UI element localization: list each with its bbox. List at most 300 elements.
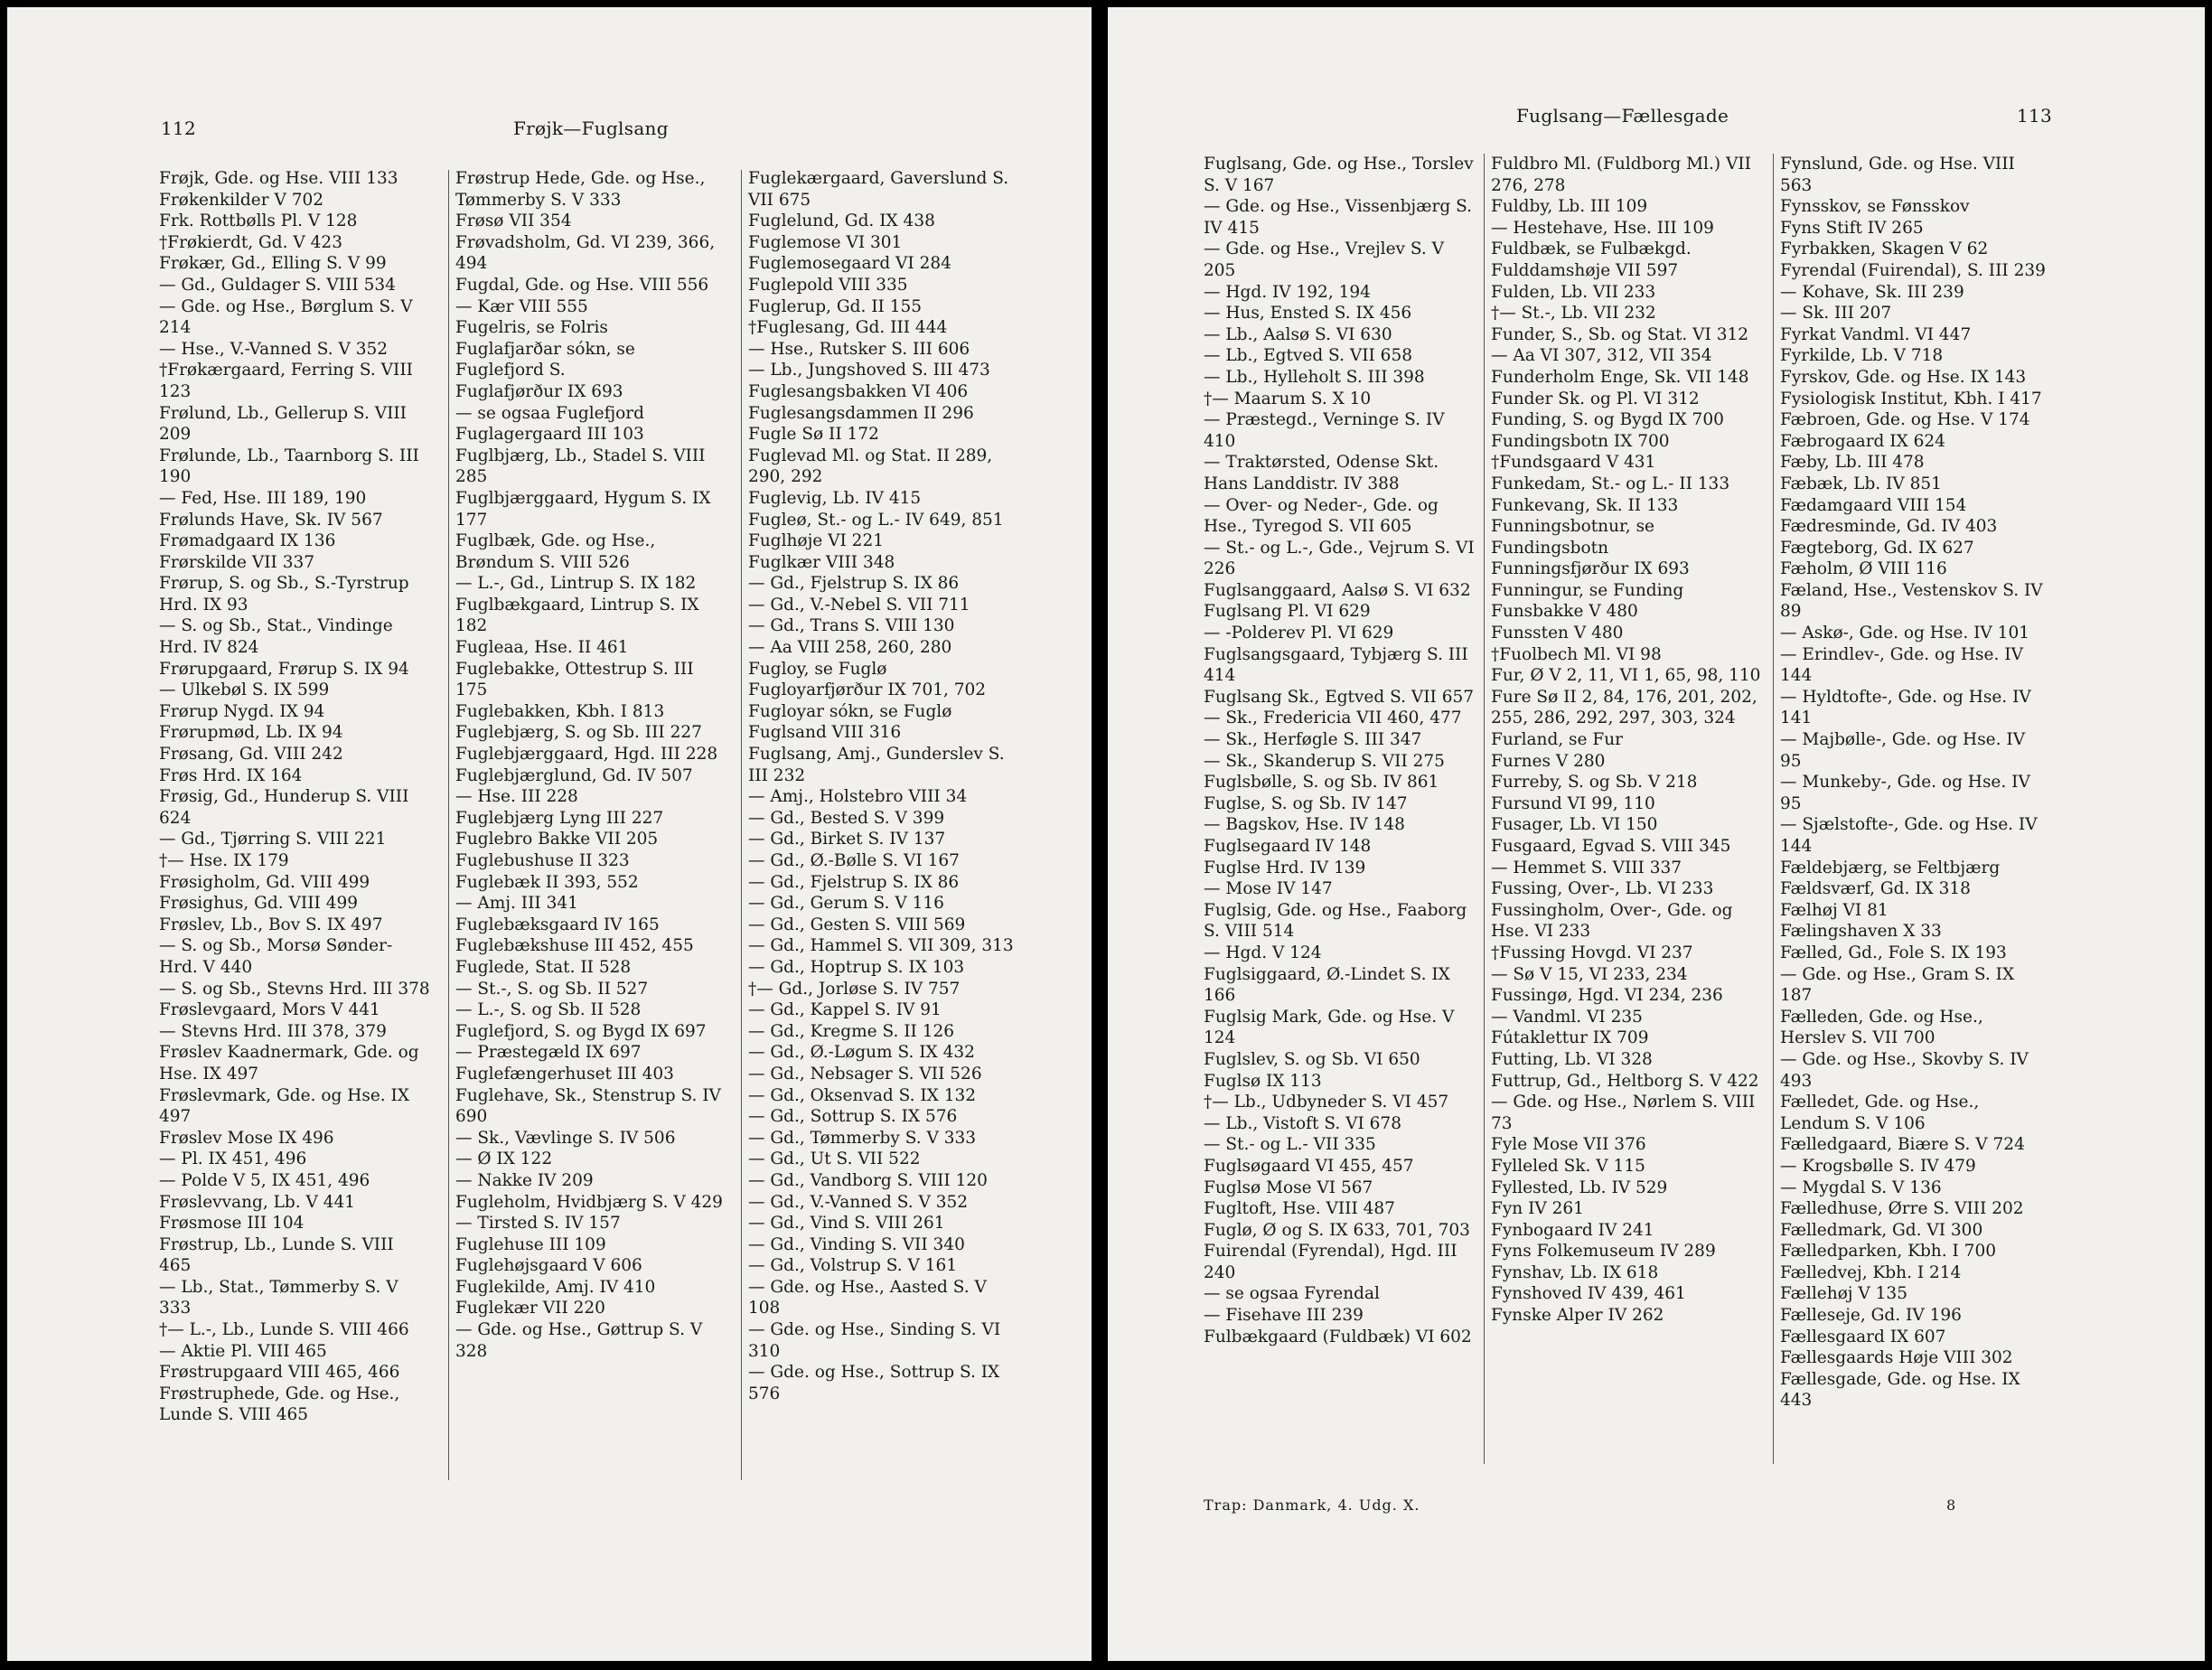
index-entry: — Lb., Stat., Tømmerby S. V 333: [159, 1277, 398, 1318]
index-entry: Fæland, Hse., Vestenskov S. IV 89: [1780, 580, 2043, 622]
index-entry: — L.-, Gd., Lintrup S. IX 182: [455, 574, 697, 594]
index-entry: Fynske Alper IV 262: [1491, 1306, 1664, 1326]
index-entry: Frøstrupgaard VIII 465, 466: [159, 1363, 400, 1383]
column-rule: [448, 170, 449, 1480]
index-entry: Furnes V 280: [1491, 751, 1606, 771]
index-entry: Fællesgaard IX 607: [1780, 1327, 1946, 1346]
index-entry: Fynshav, Lb. IX 618: [1491, 1262, 1659, 1282]
index-entry: †Fuglesang, Gd. III 444: [748, 318, 948, 338]
index-entry: Frøsang, Gd. VIII 242: [159, 745, 343, 765]
index-entry: Fugltoft, Hse. VIII 487: [1204, 1199, 1395, 1219]
index-entry: Fuglebjærg, S. og Sb. III 227: [455, 723, 702, 743]
index-entry: Fuglebjærggaard, Hgd. III 228: [455, 745, 718, 765]
index-entry: Frøstrup, Lb., Lunde S. VIII 465: [159, 1234, 394, 1276]
index-entry: Frørup, S. og Sb., S.-Tyrstrup Hrd. IX 93: [159, 574, 409, 615]
index-entry: Fulbækgaard (Fuldbæk) VI 602: [1204, 1327, 1472, 1346]
left-page: [7, 7, 1092, 1661]
index-entry: — Hgd. V 124: [1204, 943, 1322, 962]
index-entry: Fuglepold VIII 335: [748, 275, 908, 295]
index-entry: Fuglede, Stat. II 528: [455, 957, 632, 977]
index-entry: — Lb., Vistoft S. VI 678: [1204, 1113, 1401, 1133]
index-column-2: [1491, 154, 1762, 1327]
index-entry: Fuglsig Mark, Gde. og Hse. V 124: [1204, 1007, 1455, 1048]
index-entry: Funningsfjørður IX 693: [1491, 559, 1690, 579]
index-entry: Funssten V 480: [1491, 624, 1624, 643]
index-entry: Fædresminde, Gd. IV 403: [1780, 517, 1998, 537]
index-entry: — S. og Sb., Morsø Sønder-Hrd. V 440: [159, 936, 393, 977]
index-entry: Frøsø VII 354: [455, 211, 572, 231]
index-entry: Fur, Ø V 2, 11, VI 1, 65, 98, 110: [1491, 666, 1761, 686]
index-entry: — Nakke IV 209: [455, 1170, 594, 1190]
index-entry: — Bagskov, Hse. IV 148: [1204, 815, 1405, 835]
index-entry: — Gd., V.-Nebel S. VII 711: [748, 595, 970, 615]
index-entry: Fuglse, S. og Sb. IV 147: [1204, 793, 1408, 813]
index-entry: Fuglbjærg, Lb., Stadel S. VIII 285: [455, 446, 706, 487]
index-entry: Furreby, S. og Sb. V 218: [1491, 773, 1698, 793]
index-entry: Fuglsang Sk., Egtved S. VII 657: [1204, 687, 1475, 707]
index-entry: — Lb., Aalsø S. VI 630: [1204, 324, 1392, 344]
index-entry: Fynshoved IV 439, 461: [1491, 1284, 1686, 1304]
index-entry: Fuldby, Lb. III 109: [1491, 197, 1648, 217]
index-entry: — Fed, Hse. III 189, 190: [159, 488, 367, 508]
page-number: 112: [161, 117, 197, 139]
index-entry: Fælledet, Gde. og Hse., Lendum S. V 106: [1780, 1093, 1980, 1133]
index-entry: Fuglafjarðar sókn, se Fuglefjord S.: [455, 339, 635, 380]
index-entry: — Sjælstofte-, Gde. og Hse. IV 144: [1780, 815, 2038, 856]
index-entry: Fursund VI 99, 110: [1491, 793, 1655, 813]
index-entry: Funder Sk. og Pl. VI 312: [1491, 389, 1700, 408]
index-entry: Frøsighus, Gd. VIII 499: [159, 894, 359, 914]
index-entry: — Hgd. IV 192, 194: [1204, 282, 1371, 302]
index-entry: Fuglebakke, Ottestrup S. III 175: [455, 659, 694, 700]
index-entry: — Gd., Kregme S. II 126: [748, 1021, 955, 1041]
index-entry: Fuglafjørður IX 693: [455, 381, 623, 401]
index-entry: Fuglsø IX 113: [1204, 1071, 1322, 1091]
index-entry: Fæbæk, Lb. IV 851: [1780, 474, 1942, 493]
index-entry: Fuglsig, Gde. og Hse., Faaborg S. VIII 514: [1204, 900, 1467, 942]
index-entry: — Gd., Fjelstrup S. IX 86: [748, 872, 960, 892]
index-entry: Fuglelund, Gd. IX 438: [748, 211, 935, 231]
index-entry: Fynslund, Gde. og Hse. VIII 563: [1780, 155, 2015, 195]
index-entry: — St.- og L.- VII 335: [1204, 1135, 1376, 1155]
index-entry: Fysiologisk Institut, Kbh. I 417: [1780, 389, 2042, 408]
index-entry: Frørskilde VII 337: [159, 552, 315, 572]
index-entry: — Gd., Volstrup S. V 161: [748, 1256, 958, 1276]
index-entry: — Gd., Gesten S. VIII 569: [748, 915, 966, 934]
index-entry: Fure Sø II 2, 84, 176, 201, 202, 255, 286, 292, 297, 303, 324: [1491, 687, 1757, 728]
index-entry: Fuglehuse III 109: [455, 1234, 606, 1254]
index-entry: Fuldbæk, se Fulbækgd.: [1491, 239, 1692, 259]
index-entry: Fuglevad Ml. og Stat. II 289, 290, 292: [748, 446, 993, 487]
index-entry: Frøvadsholm, Gd. VI 239, 366, 494: [455, 232, 716, 274]
index-entry: — Gd., Birket S. IV 137: [748, 830, 946, 849]
index-entry: — Gd., Sottrup S. IX 576: [748, 1107, 958, 1127]
index-entry: Furland, se Fur: [1491, 730, 1623, 750]
index-entry: Fugdal, Gde. og Hse. VIII 556: [455, 275, 709, 295]
index-entry: Fuglekilde, Amj. IV 410: [455, 1277, 656, 1297]
index-entry: — -Polderev Pl. VI 629: [1204, 624, 1394, 643]
index-entry: — Aa VIII 258, 260, 280: [748, 638, 952, 658]
index-entry: — Lb., Hylleholt S. III 398: [1204, 367, 1425, 387]
index-entry: Frk. Rottbølls Pl. V 128: [159, 211, 358, 231]
index-entry: — Gd., Nebsager S. VII 526: [748, 1064, 982, 1084]
index-entry: — Præstegd., Verninge S. IV 410: [1204, 410, 1445, 451]
index-entry: Fylleled Sk. V 115: [1491, 1156, 1645, 1176]
index-entry: Frølund, Lb., Gellerup S. VIII 209: [159, 403, 407, 445]
index-entry: Fuglebushuse II 323: [455, 851, 630, 870]
index-entry: Funding, S. og Bygd IX 700: [1491, 410, 1724, 430]
index-entry: Fældebjærg, se Feltbjærg: [1780, 858, 2001, 877]
index-entry: Frøslev Kaadnermark, Gde. og Hse. IX 497: [159, 1043, 419, 1084]
index-entry: Frøslevmark, Gde. og Hse. IX 497: [159, 1085, 410, 1127]
index-entry: — Hestehave, Hse. III 109: [1491, 218, 1714, 238]
column-rule: [1484, 154, 1485, 1464]
index-entry: Frøsmose III 104: [159, 1214, 305, 1234]
index-entry: — Gd., Tømmerby S. V 333: [748, 1128, 977, 1148]
index-entry: Fuglagergaard III 103: [455, 425, 644, 445]
index-entry: Fællesgade, Gde. og Hse. IX 443: [1780, 1369, 2020, 1411]
index-entry: — Sk., Skanderup S. VII 275: [1204, 751, 1445, 771]
index-entry: Funkevang, Sk. II 133: [1491, 495, 1679, 515]
index-entry: Fuglebæk II 393, 552: [455, 872, 639, 892]
index-entry: Fyrkat Vandml. VI 447: [1780, 324, 1972, 344]
index-entry: Fugloy, se Fuglø: [748, 659, 887, 679]
index-entry: — Gde. og Hse., Vissenbjærg S. IV 415: [1204, 197, 1473, 238]
index-entry: Fuglbæk, Gde. og Hse., Brøndum S. VIII 526: [455, 531, 656, 572]
index-entry: Funder, S., Sb. og Stat. VI 312: [1491, 324, 1749, 344]
index-entry: Fælledparken, Kbh. I 700: [1780, 1242, 1996, 1262]
index-entry: Fælleden, Gde. og Hse., Herslev S. VII 700: [1780, 1007, 1983, 1048]
index-entry: — se ogsaa Fuglefjord: [455, 403, 644, 423]
index-entry: — St.-, S. og Sb. II 527: [455, 979, 649, 999]
index-entry: Fuglekærgaard, Gaverslund S. VII 675: [748, 169, 1009, 210]
index-entry: Fuglebækshuse III 452, 455: [455, 936, 694, 956]
index-entry: Fuglslev, S. og Sb. VI 650: [1204, 1049, 1420, 1069]
index-entry: — Majbølle-, Gde. og Hse. IV 95: [1780, 730, 2026, 771]
index-entry: Fyrbakken, Skagen V 62: [1780, 239, 1989, 259]
index-entry: Fyrskov, Gde. og Hse. IX 143: [1780, 367, 2027, 387]
index-entry: Fuglbjærggaard, Hygum S. IX 177: [455, 488, 711, 530]
index-entry: Fuglebakken, Kbh. I 813: [455, 701, 665, 721]
index-entry: — Sk., Fredericia VII 460, 477: [1204, 708, 1462, 728]
index-entry: Fædamgaard VIII 154: [1780, 495, 1967, 515]
index-entry: — Traktørsted, Odense Skt. Hans Landdistr. IV 388: [1204, 453, 1439, 493]
index-entry: — Gd., Gerum S. V 116: [748, 894, 944, 914]
index-entry: — Hemmet S. VIII 337: [1491, 858, 1682, 877]
index-entry: — Lb., Jungshoved S. III 473: [748, 361, 990, 380]
index-entry: Frøslevgaard, Mors V 441: [159, 1000, 380, 1020]
index-entry: Frøsig, Gd., Hunderup S. VIII 624: [159, 787, 409, 828]
index-entry: Fælingshaven X 33: [1780, 922, 1942, 942]
index-entry: — Hus, Ensted S. IX 456: [1204, 304, 1412, 324]
index-entry: Fynbogaard IV 241: [1491, 1220, 1654, 1240]
index-entry: — Erindlev-, Gde. og Hse. IV 144: [1780, 644, 2023, 686]
index-entry: †— St.-, Lb. VII 232: [1491, 304, 1656, 324]
index-entry: Funderholm Enge, Sk. VII 148: [1491, 367, 1749, 387]
index-entry: Fuglehøjsgaard V 606: [455, 1256, 642, 1276]
index-entry: — Mose IV 147: [1204, 879, 1333, 899]
index-entry: Fusager, Lb. VI 150: [1491, 815, 1658, 835]
index-entry: Fuglsbølle, S. og Sb. IV 861: [1204, 773, 1439, 793]
index-entry: — Gd., Hoptrup S. IX 103: [748, 957, 965, 977]
index-entry: Fuglsang, Gde. og Hse., Torslev S. V 167: [1204, 155, 1474, 195]
index-entry: Frøstruphede, Gde. og Hse., Lunde S. VIII 465: [159, 1384, 400, 1425]
index-entry: — Gde. og Hse., Vrejlev S. V 205: [1204, 239, 1445, 280]
index-entry: Fæby, Lb. III 478: [1780, 453, 1925, 473]
index-entry: — S. og Sb., Stevns Hrd. III 378: [159, 979, 430, 999]
index-entry: Fyn IV 261: [1491, 1199, 1584, 1219]
index-column-1: [159, 168, 430, 1426]
index-column-3: [748, 168, 1019, 1404]
index-entry: — St.- og L.-, Gde., Vejrum S. VI 226: [1204, 538, 1475, 579]
index-entry: Frølunde, Lb., Taarnborg S. III 190: [159, 446, 419, 487]
index-entry: Fælhøj VI 81: [1780, 900, 1889, 920]
index-entry: — Gd., Guldager S. VIII 534: [159, 275, 396, 295]
index-entry: Fælledgaard, Biære S. V 724: [1780, 1135, 2025, 1155]
index-entry: — Gd., Kappel S. IV 91: [748, 1000, 942, 1020]
index-entry: Fyllested, Lb. IV 529: [1491, 1177, 1668, 1197]
index-entry: — Gd., Vinding S. VII 340: [748, 1234, 965, 1254]
index-column-1: [1204, 154, 1475, 1347]
index-entry: Fyns Stift IV 265: [1780, 218, 1924, 238]
index-entry: Fælledvej, Kbh. I 214: [1780, 1262, 1962, 1282]
index-entry: Fuirendal (Fyrendal), Hgd. III 240: [1204, 1242, 1457, 1282]
index-entry: Frøkær, Gd., Elling S. V 99: [159, 254, 387, 274]
index-entry: Frørup Nygd. IX 94: [159, 701, 325, 721]
index-entry: Fuglsanggaard, Aalsø S. VI 632: [1204, 580, 1471, 600]
index-entry: — Hse. III 228: [455, 787, 578, 807]
index-entry: — Fisehave III 239: [1204, 1306, 1364, 1326]
index-entry: Fuglsand VIII 316: [748, 723, 902, 743]
index-entry: Fussingø, Hgd. VI 234, 236: [1491, 986, 1723, 1006]
index-entry: Fuglsangsgaard, Tybjærg S. III 414: [1204, 644, 1468, 686]
index-entry: Fuglerup, Gd. II 155: [748, 296, 923, 316]
index-entry: Funningsbotnur, se Fundingsbotn: [1491, 517, 1655, 558]
index-entry: — Krogsbølle S. IV 479: [1780, 1156, 1976, 1176]
index-entry: Fugleaa, Hse. II 461: [455, 638, 629, 658]
index-entry: — Ø IX 122: [455, 1149, 553, 1169]
index-column-2: [455, 168, 726, 1362]
index-entry: Frølunds Have, Sk. IV 567: [159, 510, 383, 530]
index-entry: — Gd., Ø.-Bølle S. VI 167: [748, 851, 960, 870]
index-entry: — S. og Sb., Stat., Vindinge Hrd. IV 824: [159, 616, 393, 658]
index-entry: — Gd., V.-Vanned S. V 352: [748, 1192, 969, 1212]
index-entry: — Gd., Vind S. VIII 261: [748, 1214, 945, 1234]
index-entry: †Fundsgaard V 431: [1491, 453, 1656, 473]
index-entry: Frømadgaard IX 136: [159, 531, 336, 551]
index-entry: Futting, Lb. VI 328: [1491, 1049, 1653, 1069]
index-entry: †Fussing Hovgd. VI 237: [1491, 943, 1693, 962]
index-entry: Frøkenkilder V 702: [159, 190, 324, 210]
index-entry: — Gd., Hammel S. VII 309, 313: [748, 936, 1014, 956]
index-entry: — Hse., Rutsker S. III 606: [748, 339, 970, 359]
index-entry: — Ulkebøl S. IX 599: [159, 680, 330, 700]
index-entry: — Mygdal S. V 136: [1780, 1177, 1942, 1197]
index-entry: Fuglsang, Amj., Gunderslev S. III 232: [748, 745, 1005, 785]
index-entry: — Polde V 5, IX 451, 496: [159, 1170, 370, 1190]
index-entry: Frøslevvang, Lb. V 441: [159, 1192, 356, 1212]
index-entry: Fuglefængerhuset III 403: [455, 1064, 674, 1084]
index-entry: Frøslev Mose IX 496: [159, 1128, 334, 1148]
index-entry: Fuglesangsdammen II 296: [748, 403, 974, 423]
index-entry: — Amj. III 341: [455, 894, 578, 914]
index-entry: — Askø-, Gde. og Hse. IV 101: [1780, 624, 2029, 643]
index-entry: — Gd., Trans S. VIII 130: [748, 616, 955, 636]
index-entry: Fuglebæksgaard IV 165: [455, 915, 660, 934]
index-entry: — Gde. og Hse., Skovby S. IV 493: [1780, 1049, 2029, 1091]
index-entry: Fæbrogaard IX 624: [1780, 431, 1945, 451]
index-entry: Fægteborg, Gd. IX 627: [1780, 538, 1974, 558]
index-entry: — Gd., Tjørring S. VIII 221: [159, 830, 387, 849]
index-entry: Funsbakke V 480: [1491, 602, 1638, 622]
index-entry: Fuglemose VI 301: [748, 232, 903, 252]
index-entry: — Vandml. VI 235: [1491, 1007, 1643, 1027]
index-entry: — Aa VI 307, 312, VII 354: [1491, 346, 1712, 366]
index-entry: Fæbroen, Gde. og Hse. V 174: [1780, 410, 2030, 430]
running-head: Frøjk—Fuglsang: [513, 117, 669, 139]
index-entry: — Sk., Herføgle S. III 347: [1204, 730, 1422, 750]
index-entry: Frøjk, Gde. og Hse. VIII 133: [159, 169, 398, 188]
signature-mark: 8: [1946, 1496, 1957, 1514]
index-entry: — Gde. og Hse., Gram S. IX 187: [1780, 964, 2015, 1006]
index-entry: Fælledhuse, Ørre S. VIII 202: [1780, 1199, 2024, 1219]
index-entry: — Gd., Vandborg S. VIII 120: [748, 1170, 988, 1190]
index-entry: Fuglsøgaard VI 455, 457: [1204, 1156, 1414, 1176]
index-entry: Fuglevig, Lb. IV 415: [748, 488, 922, 508]
index-entry: — Hse., V.-Vanned S. V 352: [159, 339, 389, 359]
index-entry: Fuglø, Ø og S. IX 633, 701, 703: [1204, 1220, 1470, 1240]
index-entry: Fulddamshøje VII 597: [1491, 260, 1679, 280]
index-entry: †— L.-, Lb., Lunde S. VIII 466: [159, 1320, 409, 1340]
index-entry: — L.-, S. og Sb. II 528: [455, 1000, 642, 1020]
index-entry: — Hyldtofte-, Gde. og Hse. IV 141: [1780, 687, 2031, 728]
index-entry: — Gde. og Hse., Nørlem S. VIII 73: [1491, 1093, 1756, 1133]
index-entry: Fuglemosegaard VI 284: [748, 254, 951, 274]
index-entry: — Amj., Holstebro VIII 34: [748, 787, 968, 807]
index-entry: — Gde. og Hse., Gøttrup S. V 328: [455, 1320, 703, 1361]
index-entry: Fældsværf, Gd. IX 318: [1780, 879, 1971, 899]
index-entry: Fuglse Hrd. IV 139: [1204, 858, 1366, 877]
index-entry: Fuglebro Bakke VII 205: [455, 830, 659, 849]
index-entry: Fuglsegaard IV 148: [1204, 837, 1372, 856]
index-entry: — Gd., Ut S. VII 522: [748, 1149, 921, 1169]
column-rule: [1773, 154, 1774, 1464]
index-entry: †— Hse. IX 179: [159, 851, 289, 870]
index-entry: Fuglhøje VI 221: [748, 531, 884, 551]
index-entry: Fælled, Gd., Fole S. IX 193: [1780, 943, 2007, 962]
index-entry: Fuglebjærg Lyng III 227: [455, 808, 664, 828]
index-entry: Fútaklettur IX 709: [1491, 1028, 1649, 1048]
index-entry: — Tirsted S. IV 157: [455, 1214, 621, 1234]
index-entry: — Pl. IX 451, 496: [159, 1149, 307, 1169]
index-entry: †— Gd., Jorløse S. IV 757: [748, 979, 961, 999]
index-entry: — Sk., Vævlinge S. IV 506: [455, 1128, 676, 1148]
index-entry: Fyns Folkemuseum IV 289: [1491, 1242, 1716, 1262]
index-entry: Funningur, se Funding: [1491, 580, 1684, 600]
index-entry: Frørupmød, Lb. IX 94: [159, 723, 343, 743]
index-column-3: [1780, 154, 2051, 1412]
index-entry: — Lb., Egtved S. VII 658: [1204, 346, 1412, 366]
index-entry: — Kær VIII 555: [455, 296, 588, 316]
index-entry: Fuglebjærglund, Gd. IV 507: [455, 765, 693, 785]
index-entry: †Frøkærgaard, Ferring S. VIII 123: [159, 361, 413, 401]
index-entry: — Munkeby-, Gde. og Hse. IV 95: [1780, 773, 2030, 813]
index-entry: †Frøkierdt, Gd. V 423: [159, 232, 342, 252]
index-entry: Fuglekær VII 220: [455, 1299, 605, 1318]
index-entry: Frøstrup Hede, Gde. og Hse., Tømmerby S. V 333: [455, 169, 706, 210]
index-entry: — Gd., Oksenvad S. IX 132: [748, 1085, 977, 1105]
index-entry: Fyrkilde, Lb. V 718: [1780, 346, 1944, 366]
footer-imprint: Trap: Danmark, 4. Udg. X.: [1204, 1496, 1420, 1514]
index-entry: Fundingsbotn IX 700: [1491, 431, 1670, 451]
running-head: Fuglsang—Fællesgade: [1516, 105, 1729, 127]
index-entry: Frøsigholm, Gd. VIII 499: [159, 872, 370, 892]
right-page: [1108, 7, 2205, 1661]
index-entry: — Præstegæld IX 697: [455, 1043, 642, 1063]
index-entry: — Sø V 15, VI 233, 234: [1491, 964, 1688, 984]
index-entry: Frøslev, Lb., Bov S. IX 497: [159, 915, 383, 934]
index-entry: Fyle Mose VII 376: [1491, 1135, 1646, 1155]
index-entry: — Gde. og Hse., Sottrup S. IX 576: [748, 1363, 1000, 1403]
index-entry: — Gd., Bested S. V 399: [748, 808, 945, 828]
index-entry: Fussing, Over-, Lb. VI 233: [1491, 879, 1714, 899]
index-entry: Fuglefjord, S. og Bygd IX 697: [455, 1021, 707, 1041]
index-entry: Frørupgaard, Frørup S. IX 94: [159, 659, 409, 679]
index-entry: — Sk. III 207: [1780, 304, 1892, 324]
index-entry: — Gd., Ø.-Løgum S. IX 432: [748, 1043, 975, 1063]
index-entry: Fuldbro Ml. (Fuldborg Ml.) VII 276, 278: [1491, 155, 1751, 195]
index-entry: Fælleseje, Gd. IV 196: [1780, 1306, 1962, 1326]
index-entry: Fuglsiggaard, Ø.-Lindet S. IX 166: [1204, 964, 1450, 1006]
index-entry: Funkedam, St.- og L.- II 133: [1491, 474, 1730, 493]
index-entry: Fællehøj V 135: [1780, 1284, 1907, 1304]
index-entry: — se ogsaa Fyrendal: [1204, 1284, 1380, 1304]
index-entry: Fussingholm, Over-, Gde. og Hse. VI 233: [1491, 900, 1733, 942]
index-entry: Fugleholm, Hvidbjærg S. V 429: [455, 1192, 723, 1212]
index-entry: Futtrup, Gd., Heltborg S. V 422: [1491, 1071, 1759, 1091]
index-entry: Fugloyarfjørður IX 701, 702: [748, 680, 987, 700]
index-entry: Fuglsang Pl. VI 629: [1204, 602, 1371, 622]
page-number: 113: [2017, 105, 2053, 127]
index-entry: Fusgaard, Egvad S. VIII 345: [1491, 837, 1731, 856]
index-entry: Fyrendal (Fuirendal), S. III 239: [1780, 260, 2046, 280]
index-entry: Fuglkær VIII 348: [748, 552, 895, 572]
index-entry: Fællesgaards Høje VIII 302: [1780, 1348, 2013, 1368]
index-entry: — Gde. og Hse., Børglum S. V 214: [159, 296, 413, 338]
index-entry: †— Lb., Udbyneder S. VI 457: [1204, 1093, 1449, 1112]
index-entry: Fulden, Lb. VII 233: [1491, 282, 1656, 302]
index-entry: — Gde. og Hse., Aasted S. V 108: [748, 1277, 987, 1318]
index-entry: Fugleø, St.- og L.- IV 649, 851: [748, 510, 1004, 530]
index-entry: — Aktie Pl. VIII 465: [159, 1341, 327, 1361]
index-entry: Fuglehave, Sk., Stenstrup S. IV 690: [455, 1085, 721, 1127]
column-rule: [741, 170, 742, 1480]
index-entry: — Stevns Hrd. III 378, 379: [159, 1021, 387, 1041]
index-entry: †— Maarum S. X 10: [1204, 389, 1372, 408]
index-entry: Fynsskov, se Fønsskov: [1780, 197, 1970, 217]
index-entry: Fuglesangsbakken VI 406: [748, 381, 969, 401]
index-entry: — Gde. og Hse., Sinding S. VI 310: [748, 1320, 1001, 1361]
index-entry: Fuglbækgaard, Lintrup S. IX 182: [455, 595, 699, 636]
index-entry: Fælledmark, Gd. VI 300: [1780, 1220, 1983, 1240]
index-entry: Frøs Hrd. IX 164: [159, 765, 303, 785]
index-entry: †Fuolbech Ml. VI 98: [1491, 644, 1662, 664]
index-entry: Fuglsø Mose VI 567: [1204, 1177, 1373, 1197]
index-entry: Fugelris, se Folris: [455, 318, 608, 338]
index-entry: — Kohave, Sk. III 239: [1780, 282, 1964, 302]
index-entry: Fugloyar sókn, se Fuglø: [748, 701, 952, 721]
index-entry: — Over- og Neder-, Gde. og Hse., Tyregod S. VII 605: [1204, 495, 1439, 537]
